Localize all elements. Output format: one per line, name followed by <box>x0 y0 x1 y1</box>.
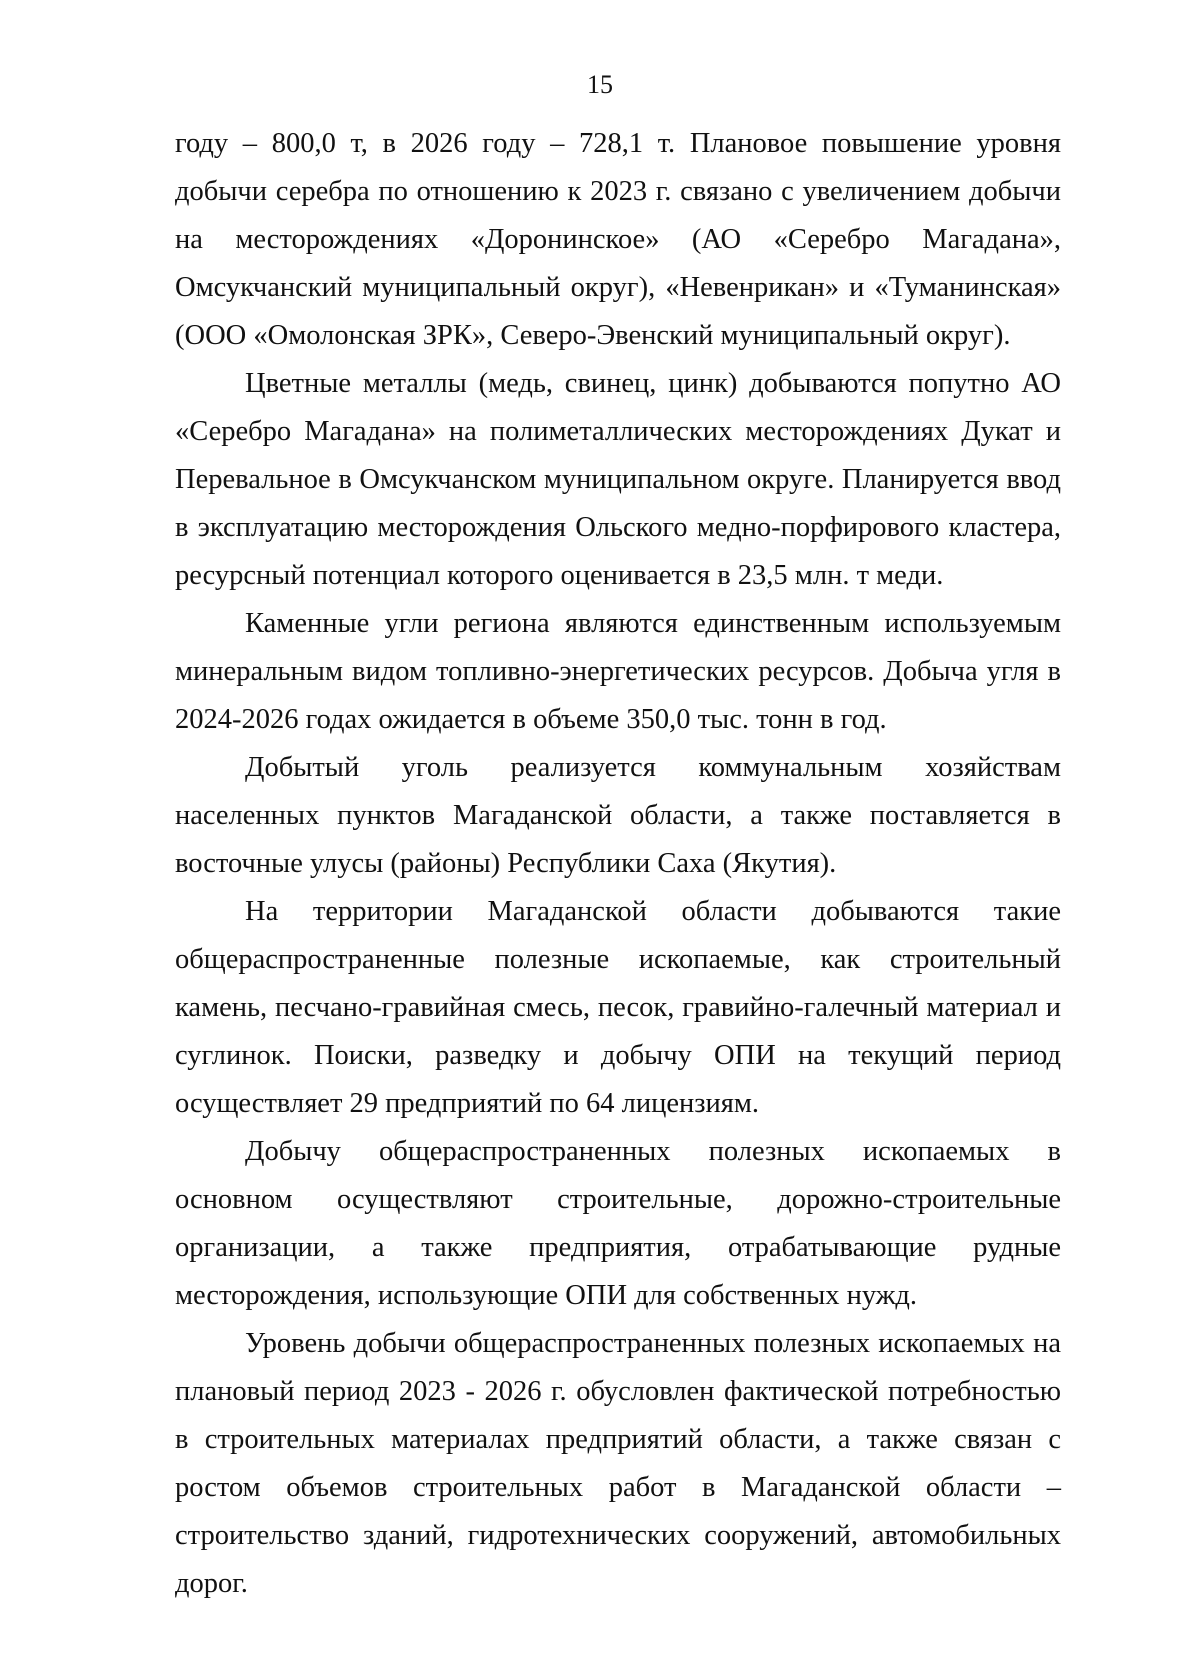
paragraph-production-level: Уровень добычи общераспространенных полезных ископаемых на плановый период 2023 - 2026 г. обусловлен фактической потребностью в строительных материалах предприятий области, а также связан с ростом объемов строительных работ в Магаданской области – строительство зданий, гидротехнических сооружений, автомобильных дорог. <box>175 1328 1061 1599</box>
paragraph-common-minerals: На территории Магаданской области добываются такие общераспространенные полезные ископаемые, как строительный камень, песчано-гравийная смесь, песок, гравийно-галечный материал и суглинок. Поиски, разведку и добычу ОПИ на текущий период осуществляет 29 предприятий по 64 лицензиям. <box>175 896 1061 1119</box>
document-body <box>175 120 1061 1608</box>
paragraph-coal-distribution: Добытый уголь реализуется коммунальным хозяйствам населенных пунктов Магаданской области, а также поставляется в восточные улусы (районы) Республики Саха (Якутия). <box>175 752 1061 879</box>
paragraph-nonferrous-metals: Цветные металлы (медь, свинец, цинк) добываются попутно АО «Серебро Магадана» на полиметаллических месторождениях Дукат и Перевальное в Омсукчанском муниципальном округе. Планируется ввод в эксплуатацию месторождения Ольского медно-порфирового кластера, ресурсный потенциал которого оценивается в 23,5 млн. т меди. <box>175 368 1061 591</box>
page-number: 15 <box>587 70 613 99</box>
paragraph-mineral-extractors: Добычу общераспространенных полезных ископаемых в основном осуществляют строительные, дорожно-строительные организации, а также предприятия, отрабатывающие рудные месторождения, использующие ОПИ для собственных нужд. <box>175 1136 1061 1311</box>
paragraph-silver-production: году – 800,0 т, в 2026 году – 728,1 т. Плановое повышение уровня добычи серебра по отношению к 2023 г. связано с увеличением добычи на месторождениях «Доронинское» (АО «Серебро Магадана», Омсукчанский муниципальный округ), «Невенрикан» и «Туманинская» (ООО «Омолонская ЗРК», Северо-Эвенский муниципальный округ). <box>175 128 1061 351</box>
paragraph-coal-resources: Каменные угли региона являются единственным используемым минеральным видом топливно-энергетических ресурсов. Добыча угля в 2024-2026 годах ожидается в объеме 350,0 тыс. тонн в год. <box>175 608 1061 735</box>
